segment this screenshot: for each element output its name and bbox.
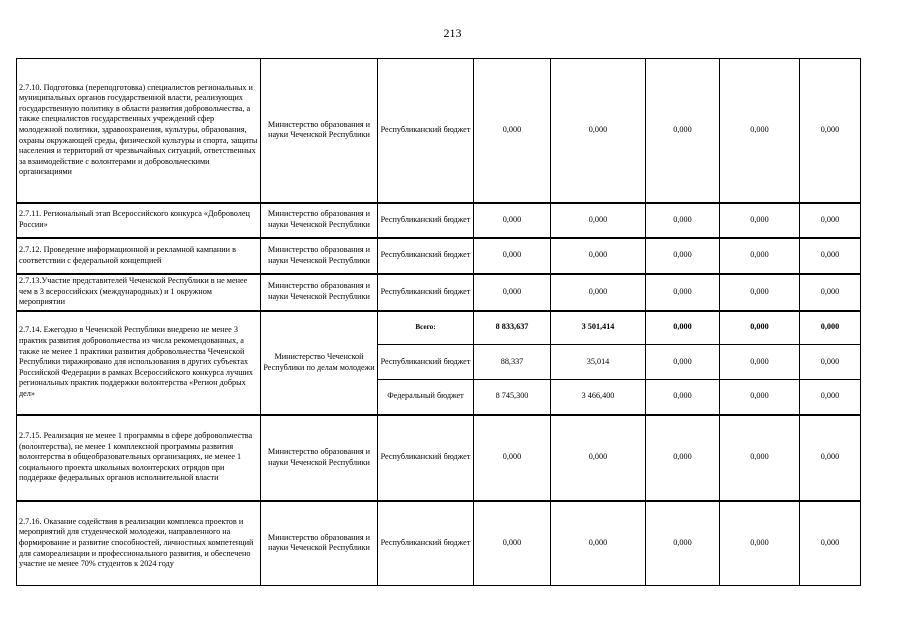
measure-description: 2.7.13.Участие представителей Чеченской Республики в не менее чем в 3 всероссийских (международных) и 1 окружном мероприятии bbox=[17, 274, 261, 311]
value-cell: 8 833,637 bbox=[474, 311, 551, 345]
funding-source: Республиканский бюджет bbox=[378, 345, 474, 380]
value-cell: 0,000 bbox=[474, 203, 551, 238]
executor-cell: Министерство образования и науки Чеченской Республики bbox=[261, 415, 378, 501]
funding-source: Республиканский бюджет bbox=[378, 59, 474, 203]
funding-source: Республиканский бюджет bbox=[378, 203, 474, 238]
value-cell: 0,000 bbox=[474, 501, 551, 586]
funding-source: Республиканский бюджет bbox=[378, 238, 474, 274]
value-cell: 0,000 bbox=[474, 238, 551, 274]
measure-description: 2.7.16. Оказание содействия в реализации комплекса проектов и мероприятий для студенческой молодежи, направленного на формирование и развитие способностей, личностных компетенций для самореализации и профессионального развития, и обеспечено участие не менее 70% студентов к 2024 году bbox=[17, 501, 261, 586]
executor-cell: Министерство Чеченской Республики по делам молодежи bbox=[261, 311, 378, 415]
value-cell: 0,000 bbox=[720, 380, 800, 415]
value-cell: 0,000 bbox=[474, 274, 551, 311]
value-cell: 0,000 bbox=[720, 415, 800, 501]
value-cell: 0,000 bbox=[474, 415, 551, 501]
value-cell: 0,000 bbox=[646, 274, 720, 311]
value-cell: 0,000 bbox=[720, 311, 800, 345]
page-number: 213 bbox=[443, 26, 462, 40]
table-row bbox=[17, 59, 861, 203]
value-cell: 0,000 bbox=[800, 311, 861, 345]
value-cell: 0,000 bbox=[646, 380, 720, 415]
funding-source: Всего: bbox=[378, 311, 474, 345]
executor-cell: Министерство образования и науки Чеченской Республики bbox=[261, 238, 378, 274]
measure-description: 2.7.10. Подготовка (переподготовка) специалистов региональных и муниципальных органов государственной власти, реализующих государственную политику в области развития добровольчества, а также специалистов государственных учреждений сфер молодежной политики, здравоохранения, культуры, образования, охраны окружающей среды, физической культуры и спорта, защиты населения и территорий от чрезвычайных ситуаций, ответственных за взаимодействие с волонтерами и добровольческими организациями bbox=[17, 59, 261, 203]
executor-cell: Министерство образования и науки Чеченской Республики bbox=[261, 203, 378, 238]
value-cell: 0,000 bbox=[646, 311, 720, 345]
value-cell: 88,337 bbox=[474, 345, 551, 380]
value-cell: 8 745,300 bbox=[474, 380, 551, 415]
value-cell: 0,000 bbox=[551, 203, 646, 238]
value-cell: 0,000 bbox=[646, 238, 720, 274]
value-cell: 0,000 bbox=[720, 203, 800, 238]
table-row bbox=[17, 274, 861, 311]
table-row bbox=[17, 203, 861, 238]
table-row bbox=[17, 311, 861, 345]
funding-source: Федеральный бюджет bbox=[378, 380, 474, 415]
value-cell: 0,000 bbox=[551, 501, 646, 586]
value-cell: 0,000 bbox=[720, 501, 800, 586]
value-cell: 0,000 bbox=[646, 203, 720, 238]
value-cell: 0,000 bbox=[720, 59, 800, 203]
value-cell: 0,000 bbox=[720, 238, 800, 274]
value-cell: 0,000 bbox=[551, 415, 646, 501]
value-cell: 0,000 bbox=[551, 274, 646, 311]
value-cell: 35,014 bbox=[551, 345, 646, 380]
measure-description: 2.7.12. Проведение информационной и рекламной кампании в соответствии с федеральной концепцией bbox=[17, 238, 261, 274]
table-row bbox=[17, 238, 861, 274]
value-cell: 0,000 bbox=[646, 501, 720, 586]
value-cell: 0,000 bbox=[551, 238, 646, 274]
value-cell: 0,000 bbox=[646, 415, 720, 501]
measure-description: 2.7.15. Реализация не менее 1 программы в сфере добровольчества (волонтерства), не менее 1 комплексной программы развития волонтерства в общеобразовательных организациях, не менее 1 социального проекта школьных волонтерских отрядов при поддержке федеральных органов исполнительной власти bbox=[17, 415, 261, 501]
funding-source: Республиканский бюджет bbox=[378, 274, 474, 311]
value-cell: 0,000 bbox=[551, 59, 646, 203]
executor-cell: Министерство образования и науки Чеченской Республики bbox=[261, 501, 378, 586]
value-cell: 3 501,414 bbox=[551, 311, 646, 345]
value-cell: 0,000 bbox=[800, 203, 861, 238]
value-cell: 0,000 bbox=[646, 345, 720, 380]
table-row bbox=[17, 415, 861, 501]
value-cell: 0,000 bbox=[800, 274, 861, 311]
value-cell: 0,000 bbox=[800, 380, 861, 415]
measure-description: 2.7.11. Региональный этап Всероссийского конкурса «Доброволец России» bbox=[17, 203, 261, 238]
value-cell: 0,000 bbox=[800, 415, 861, 501]
value-cell: 0,000 bbox=[720, 274, 800, 311]
value-cell: 0,000 bbox=[720, 345, 800, 380]
value-cell: 0,000 bbox=[800, 345, 861, 380]
measure-description: 2.7.14. Ежегодно в Чеченской Республики внедрено не менее 3 практик развития добровольчества из числа рекомендованных, а также не менее 1 практики развития добровольчества Чеченской Республики тиражировано для использования в других субъектах Российской Федерации в рамках Всероссийского конкурса лучших региональных практик поддержки волонтерства «Регион добрых дел» bbox=[17, 311, 261, 415]
executor-cell: Министерство образования и науки Чеченской Республики bbox=[261, 274, 378, 311]
budget-table bbox=[16, 58, 861, 586]
value-cell: 0,000 bbox=[800, 59, 861, 203]
value-cell: 0,000 bbox=[800, 501, 861, 586]
value-cell: 3 466,400 bbox=[551, 380, 646, 415]
funding-source: Республиканский бюджет bbox=[378, 501, 474, 586]
value-cell: 0,000 bbox=[800, 238, 861, 274]
executor-cell: Министерство образования и науки Чеченской Республики bbox=[261, 59, 378, 203]
table-row bbox=[17, 501, 861, 586]
value-cell: 0,000 bbox=[474, 59, 551, 203]
funding-source: Республиканский бюджет bbox=[378, 415, 474, 501]
value-cell: 0,000 bbox=[646, 59, 720, 203]
